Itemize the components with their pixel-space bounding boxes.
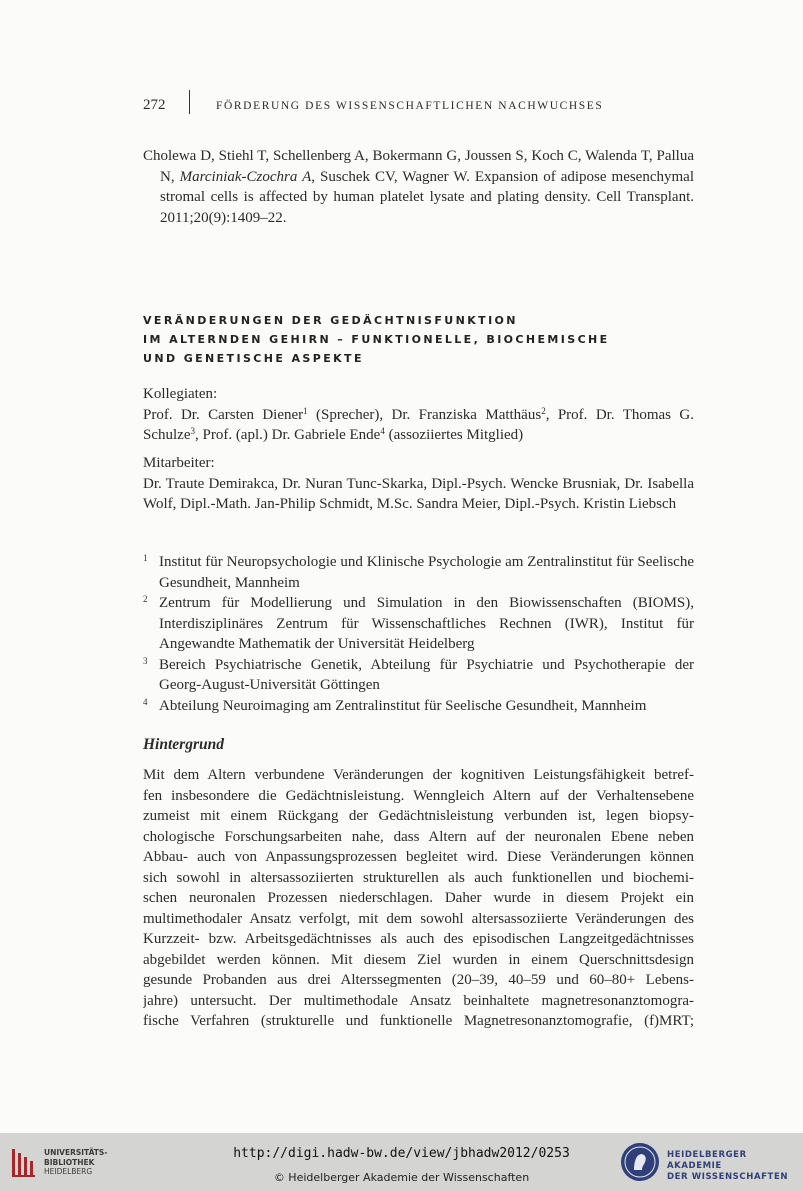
body-line: Mit dem Altern verbundene Veränderungen der kognitiven Leistungsfähigkeit betref- [143,767,694,783]
body-line: gesunde Probanden aus drei Alterssegmenten (20–39, 40–59 und 60–80+ Lebens- [143,972,694,988]
body-paragraph [143,765,694,1032]
affiliation-text: Institut für Neuropsychologie und Klinische Psychologie am Zentralinstitut für Seelische Gesundheit, Mannheim [159,554,694,591]
page-number: 272 [143,97,166,113]
running-header [143,94,703,122]
affiliation-item [143,696,694,717]
header-divider [189,90,190,114]
person-name: , Prof. (apl.) Dr. Gabriele Ende [194,427,381,443]
running-title: FÖRDERUNG DES WISSENSCHAFTLICHEN NACHWUCHSES [216,100,604,112]
academy-name [667,1150,803,1183]
academy-seal-icon [620,1142,660,1182]
body-line: chologische Forschungsarbeiten nahe, dass Altern auf der neuronalen Ebene neben [143,828,694,845]
reference-entry [143,146,694,228]
section-title [143,311,703,368]
body-line: fen insbesondere die Gedächtnisleistung. Wenngleich Altern auf der Verhaltensebene [143,787,694,804]
permalink-url[interactable]: http://digi.hadw-bw.de/view/jbhadw2012/0253 [233,1146,570,1161]
ub-line: UNIVERSITÄTS- [44,1148,108,1157]
affiliation-number: 3 [143,655,148,666]
reference-authors: Cholewa D, Stiehl T, Schellenberg A, Bokermann G, Joussen S, Koch C, Walenda T, Pallua N, [143,148,694,185]
body-line: fische Verfahren (strukturelle und funktionelle Magnetresonanztomografie, (f)MRT; [143,1013,694,1029]
mitarbeiter-label: Mitarbeiter: [143,455,215,471]
kollegiaten-label: Kollegiaten: [143,386,218,402]
affiliation-item [143,593,694,655]
affiliation-number: 4 [143,696,148,707]
affiliation-text: Zentrum für Modellierung und Simulation in den Biowissenschaften (BIOMS), Interdisziplinäres Zentrum für Wissenschaftliches Rechnen (IWR), Institut für Angewandte Mathematik der Universität Heidelberg [159,595,694,652]
body-line: Abbau- auch von Anpassungsprozessen begleitet wird. Diese Veränderungen können [143,849,694,865]
reference-text [143,146,694,228]
reference-details: , Suschek CV, Wagner W. Expansion of adipose mesenchymal stromal cells is affected by human platelet lysate and plating density. Cell Transplant. 2011;20(9):1409–22. [160,168,694,226]
body-line: abgebildet werden können. Mit diesem Ziel wurden in einem Querschnittsdesign [143,951,694,968]
mitarbeiter-block [143,453,694,515]
section-title-line: VERÄNDERUNGEN DER GEDÄCHTNISFUNKTION [143,314,518,327]
body-line: multimethodaler Ansatz verfolgt, mit dem sowohl altersassoziierte Veränderungen des [143,910,694,927]
affiliation-text: Abteilung Neuroimaging am Zentralinstitut für Seelische Gesundheit, Mannheim [159,697,647,714]
academy-line: DER WISSENSCHAFTEN [667,1172,789,1182]
affiliation-number: 1 [143,553,148,563]
body-line: schen neuronalen Prozessen niederschlagen. Daher wurde in diesem Projekt ein [143,890,694,906]
body-line: Kurzzeit- bzw. Arbeitsgedächtnisses als auch des episodischen Langzeitgedächtnisses [143,931,694,947]
footer-bar [0,1133,803,1191]
affiliation-marker: 1 [303,405,308,416]
mitarbeiter-names: Dr. Traute Demirakca, Dr. Nuran Tunc-Skarka, Dipl.-Psych. Wencke Brusniak, Dr. Isabella Wolf, Dipl.-Math. Jan-Philip Schmidt, M.Sc. Sandra Meier, Dipl.-Psych. Kristin Liebsch [143,475,694,512]
affiliations-list [143,552,694,716]
body-line: sich sowohl in altersassoziierten strukturellen als auch funktionellen und biochemi- [143,869,694,886]
person-name: Prof. Dr. Carsten Diener [143,406,304,423]
ub-line: HEIDELBERG [44,1167,93,1176]
academy-line: HEIDELBERGER AKADEMIE [667,1150,747,1171]
body-line: jahre) untersucht. Der multimethodale Ansatz beinhaltete magnetresonanztomogra- [143,992,694,1009]
person-name: , Prof. Dr. Thomas G. Schulze [143,406,694,443]
affiliation-item [143,552,694,593]
ub-line: BIBLIOTHEK [44,1157,95,1167]
body-line: zumeist mit einem Rückgang der Gedächtnisleistung verbunden ist, legen biopsy- [143,808,694,824]
affiliation-item [143,655,694,696]
subheading-hintergrund: Hintergrund [143,736,224,753]
affiliation-text: Bereich Psychiatrische Genetik, Abteilung für Psychiatrie und Psychotherapie der Georg-August-Universität Göttingen [159,656,694,693]
kollegiaten-block [143,384,694,446]
kollegiaten-names [143,405,694,446]
person-role: (assoziiertes Mitglied) [384,427,524,443]
reference-highlighted-author: Marciniak-Czochra A [179,168,312,185]
affiliation-marker: 2 [541,405,546,416]
section-title-line: IM ALTERNDEN GEHIRN – FUNKTIONELLE, BIOCHEMISCHE [143,333,610,346]
affiliation-marker: 3 [190,426,195,436]
copyright-notice: © Heidelberger Akademie der Wissenschaften [273,1171,530,1184]
affiliation-marker: 4 [380,426,385,436]
person-name: (Sprecher), Dr. Franziska Matthäus [307,406,542,423]
affiliation-number: 2 [143,594,148,604]
section-title-line: UND GENETISCHE ASPEKTE [143,352,364,365]
